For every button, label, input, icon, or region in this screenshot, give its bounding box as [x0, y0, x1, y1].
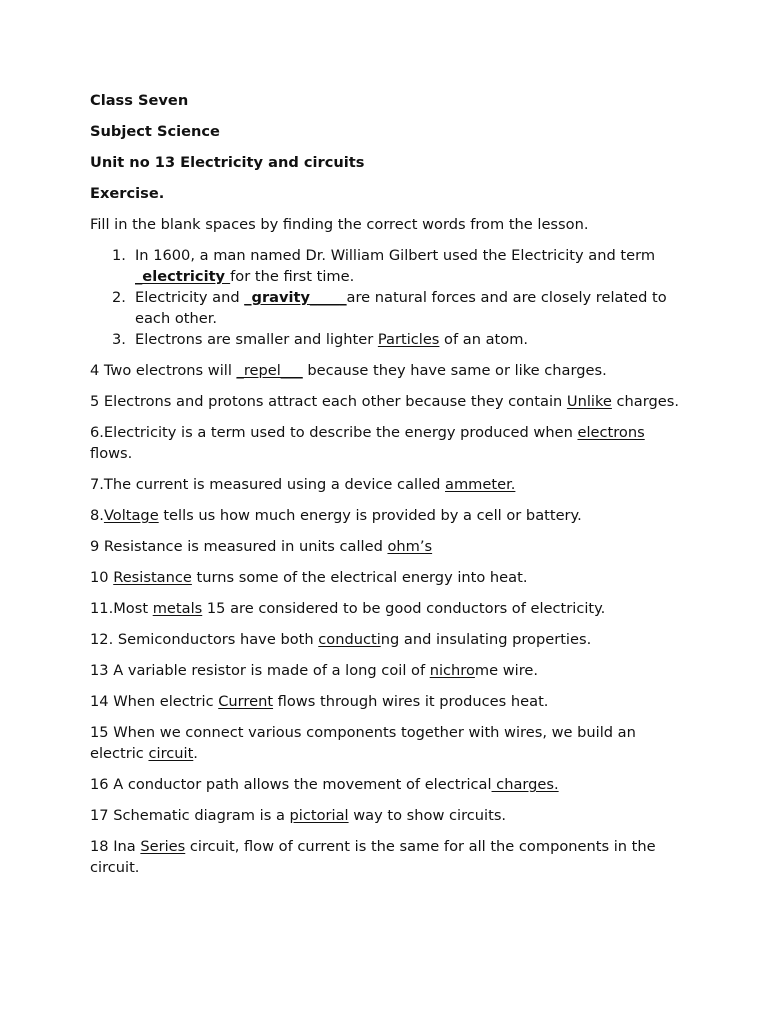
question-text: 18 Ina [90, 838, 141, 855]
list-item [90, 245, 680, 287]
blank-line: _____ [310, 289, 347, 306]
list-item [90, 287, 680, 329]
question-text: of an atom. [439, 331, 529, 348]
question-text: Electricity and [135, 289, 245, 306]
question-text: 6.Electricity is a term used to describe the energy produced when [90, 424, 578, 441]
answer: Resistance [113, 569, 192, 586]
question-item [90, 536, 680, 557]
question-item [90, 567, 680, 588]
answer: _gravity [244, 289, 311, 306]
question-item [90, 836, 680, 878]
answer: pictorial [289, 807, 349, 824]
question-text: 7.The current is measured using a device called [90, 476, 446, 493]
question-text: flows through wires it produces heat. [273, 693, 549, 710]
unit-heading: Unit no 13 Electricity and circuits [90, 154, 365, 171]
answer: _electricity [135, 268, 231, 285]
question-text: 8. [90, 507, 104, 524]
list-number: 2. [112, 289, 126, 306]
numbered-list [90, 245, 680, 350]
question-text: 10 [90, 569, 114, 586]
answer: _repel___ [236, 362, 303, 379]
instructions: Fill in the blank spaces by finding the correct words from the lesson. [90, 216, 589, 233]
question-text: ng and insulating properties. [380, 631, 592, 648]
answer: metals [152, 600, 203, 617]
question-text: are natural forces and are closely related to each other. [135, 289, 667, 327]
question-list [90, 360, 680, 878]
answer: Voltage [103, 507, 159, 524]
question-text: charges. [611, 393, 679, 410]
answer: Current [218, 693, 274, 710]
question-text: tells us how much energy is provided by a cell or battery. [158, 507, 582, 524]
question-text: 11.Most [90, 600, 153, 617]
list-number: 3. [112, 331, 126, 348]
question-text: 9 Resistance is measured in units called [90, 538, 388, 555]
question-text: . [193, 745, 198, 762]
answer: ammeter. [445, 476, 516, 493]
answer: charges. [491, 776, 559, 793]
question-text: 5 Electrons and protons attract each other because they contain [90, 393, 567, 410]
question-text: 15 When we connect various components together with wires, we build an electric [90, 724, 636, 762]
subject-heading: Subject Science [90, 123, 220, 140]
question-item [90, 774, 680, 795]
answer: circuit [148, 745, 194, 762]
answer: conducti [318, 631, 381, 648]
question-text: 14 When electric [90, 693, 219, 710]
question-text: 13 A variable resistor is made of a long coil of [90, 662, 430, 679]
question-text: 16 A conductor path allows the movement of electrical [90, 776, 492, 793]
question-text: circuit, flow of current is the same for all the components in the circuit. [90, 838, 656, 876]
document-page [90, 90, 680, 888]
question-text: way to show circuits. [348, 807, 507, 824]
answer: Series [140, 838, 186, 855]
question-item [90, 722, 680, 764]
question-item [90, 660, 680, 681]
question-item [90, 360, 680, 381]
question-item [90, 805, 680, 826]
answer: Particles [377, 331, 440, 348]
question-item [90, 691, 680, 712]
question-item [90, 422, 680, 464]
question-text: 17 Schematic diagram is a [90, 807, 290, 824]
question-item [90, 391, 680, 412]
answer: ohm’s [387, 538, 433, 555]
list-item [90, 329, 680, 350]
question-item [90, 505, 680, 526]
answer: electrons [577, 424, 645, 441]
answer: Unlike [566, 393, 612, 410]
question-text: because they have same or like charges. [302, 362, 607, 379]
question-text: In 1600, a man named Dr. William Gilbert used the Electricity and term [135, 247, 656, 264]
list-number: 1. [112, 247, 126, 264]
question-text: 4 Two electrons will [90, 362, 237, 379]
question-text: turns some of the electrical energy into heat. [191, 569, 528, 586]
question-item [90, 474, 680, 495]
question-text: 12. Semiconductors have both [90, 631, 319, 648]
question-text: for the first time. [230, 268, 355, 285]
class-heading: Class Seven [90, 92, 189, 109]
question-text: 15 are considered to be good conductors of electricity. [202, 600, 606, 617]
question-item [90, 629, 680, 650]
question-item [90, 598, 680, 619]
question-text: flows. [90, 445, 133, 462]
exercise-heading: Exercise. [90, 185, 165, 202]
question-text: me wire. [474, 662, 539, 679]
answer: nichro [429, 662, 475, 679]
question-text: Electrons are smaller and lighter [135, 331, 378, 348]
